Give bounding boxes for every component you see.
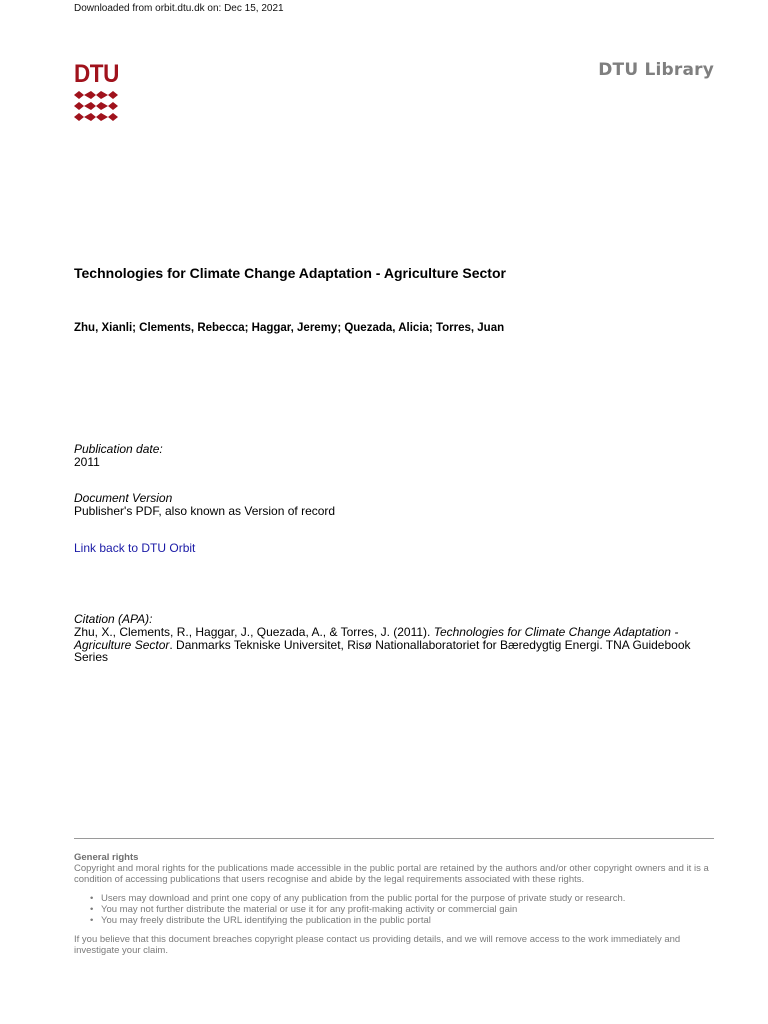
citation-authors-year: Zhu, X., Clements, R., Haggar, J., Quezada, A., & Torres, J. (2011). [74,625,434,639]
general-rights-intro: Copyright and moral rights for the publications made accessible in the public portal are retained by the authors and/or other copyright owners and it is a condition of accessing publications that users recognise and abide by the legal requirements associated with these rights. [74,863,709,885]
citation-section [74,613,694,664]
citation-publisher: . Danmarks Tekniske Universitet, Risø Nationallaboratoriet for Bæredygtig Energi. TNA Guidebook Series [74,637,691,664]
rights-list [74,893,719,926]
dtu-logo [74,62,118,123]
citation-label: Citation (APA): [74,612,153,626]
list-item: • You may freely distribute the URL identifying the publication in the public portal [74,915,719,926]
citation-title: Technologies for Climate Change Adaptation - Agriculture Sector [74,625,679,652]
document-version-label: Document Version [74,491,173,505]
publication-date-label: Publication date: [74,442,163,456]
dtu-orbit-link[interactable]: Link back to DTU Orbit [74,541,196,555]
dtu-logo-wordmark: DTU [74,60,119,88]
citation-text [74,626,694,664]
download-note: Downloaded from orbit.dtu.dk on: Dec 15, 2021 [74,3,284,14]
list-item: • Users may download and print one copy of any publication from the public portal for the purpose of private study or research. [74,893,719,904]
general-rights-heading: General rights [74,852,139,863]
general-rights-section [74,852,719,956]
publication-date-value: 2011 [74,455,100,469]
dtu-logo-mark-icon [74,90,118,123]
dtu-library-label: DTU Library [598,60,714,80]
document-authors: Zhu, Xianli; Clements, Rebecca; Haggar, Jeremy; Quezada, Alicia; Torres, Juan [74,322,505,334]
document-version-value: Publisher's PDF, also known as Version of record [74,504,336,518]
publication-date-section [74,443,163,469]
general-rights-footer: If you believe that this document breaches copyright please contact us providing details, and we will remove access to the work immediately and investigate your claim. [74,934,681,956]
document-title: Technologies for Climate Change Adaptation - Agriculture Sector [74,265,506,281]
divider [74,838,714,839]
document-version-section [74,492,335,518]
list-item: • You may not further distribute the material or use it for any profit-making activity or commercial gain [74,904,719,915]
